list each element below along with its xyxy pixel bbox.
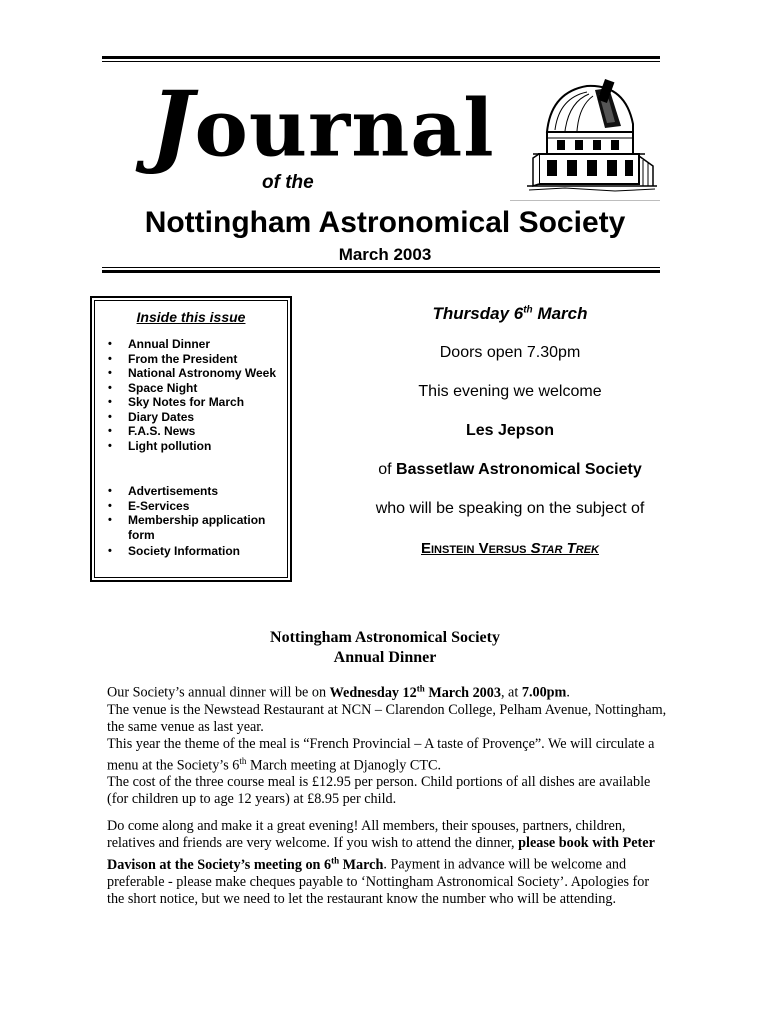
- list-item: • F.A.S. News: [95, 424, 287, 439]
- paragraph-venue: The venue is the Newstead Restaurant at NCN – Clarendon College, Pelham Avenue, Nottingham, the same venue as last year.: [107, 701, 667, 735]
- article-heading-1: Nottingham Astronomical Society: [270, 629, 500, 646]
- article-body: [107, 680, 667, 908]
- talk-topic: Einstein Versus Star Trek: [421, 540, 599, 557]
- list-item: • Sky Notes for March: [95, 395, 287, 410]
- list-item: • Light pollution: [95, 439, 287, 454]
- welcome-line: This evening we welcome: [418, 383, 602, 400]
- list-item: • Diary Dates: [95, 410, 287, 425]
- observatory-dome-icon: [525, 74, 660, 196]
- list-item: • Annual Dinner: [95, 337, 287, 352]
- logo-underline: [510, 200, 660, 201]
- paragraph-theme: This year the theme of the meal is “French Provincial – A taste of Provençe”. We will circulate a menu at the Society’s 6th March meeting at Djanogly CTC.: [107, 735, 655, 774]
- subject-intro: who will be speaking on the subject of: [375, 500, 645, 517]
- masthead-rule-thin: [102, 267, 660, 268]
- society-name: Nottingham Astronomical Society: [144, 206, 626, 239]
- journal-title: Journal: [150, 71, 495, 177]
- meeting-day: Thursday 6th March: [432, 304, 588, 323]
- contents-heading: Inside this issue: [136, 309, 246, 325]
- top-rule-thin: [102, 61, 660, 62]
- contents-list-2: [95, 484, 287, 559]
- issue-date: March 2003: [338, 245, 432, 264]
- article-heading-2: Annual Dinner: [333, 649, 437, 666]
- list-item: • Advertisements: [95, 484, 287, 499]
- speaker-affiliation: of Bassetlaw Astronomical Society: [378, 461, 642, 478]
- paragraph-cost: The cost of the three course meal is £12.95 per person. Child portions of all dishes are available (for children up to age 12 years) at £8.95 per child.: [107, 774, 651, 808]
- contents-box-inner: [94, 300, 288, 578]
- doors-open: Doors open 7.30pm: [439, 344, 581, 361]
- list-item: • Society Information: [95, 544, 287, 559]
- contents-box: [90, 296, 292, 582]
- list-item: • Space Night: [95, 381, 287, 396]
- paragraph-date: Our Society’s annual dinner will be on Wednesday 12th March 2003, at 7.00pm.: [107, 683, 570, 701]
- list-item: • Membership application form: [95, 513, 287, 542]
- list-item: • National Astronomy Week: [95, 366, 287, 381]
- masthead-subtitle: of the: [262, 172, 314, 193]
- list-item: • From the President: [95, 352, 287, 367]
- list-item: • E-Services: [95, 499, 287, 514]
- masthead-rule-thick: [102, 270, 660, 273]
- contents-list-1: [95, 337, 287, 453]
- paragraph-booking: Do come along and make it a great evening! All members, their spouses, partners, children, relatives and friends are very welcome. If you wish to attend the dinner, please book with Peter Davison at the Society’s meeting on 6th March. Payment in advance will be welcome and preferable - please make cheques payable to ‘Nottingham Astronomical Society’. Apologies for the short notice, but we need to let the restaurant know the number who will be attending.: [107, 818, 655, 908]
- top-rule-thick: [102, 56, 660, 59]
- speaker-name: Les Jepson: [465, 422, 555, 439]
